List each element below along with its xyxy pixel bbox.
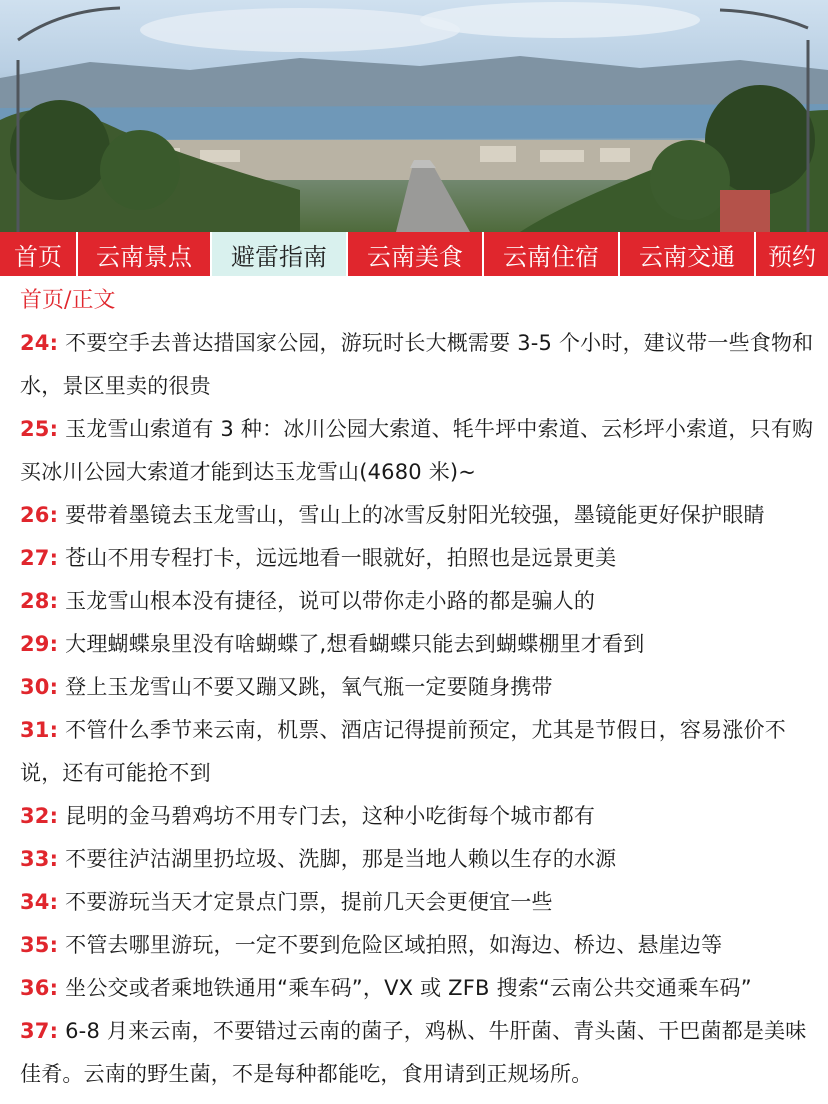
list-item <box>20 967 820 1010</box>
nav-lodging[interactable]: 云南住宿 <box>484 232 620 276</box>
tip-number: 25: <box>20 417 59 441</box>
breadcrumb-home[interactable]: 首页 <box>20 288 65 313</box>
tip-text: 昆明的金马碧鸡坊不用专门去，这种小吃街每个城市都有 <box>65 804 596 828</box>
tip-number: 34: <box>20 890 59 914</box>
list-item <box>20 881 820 924</box>
tip-number: 36: <box>20 976 59 1000</box>
breadcrumb <box>20 283 115 314</box>
tip-number: 33: <box>20 847 59 871</box>
tip-number: 27: <box>20 546 59 570</box>
list-item <box>20 709 820 795</box>
list-item <box>20 537 820 580</box>
tip-text: 登上玉龙雪山不要又蹦又跳，氧气瓶一定要随身携带 <box>65 675 553 699</box>
tip-number: 24: <box>20 331 59 355</box>
breadcrumb-current: 正文 <box>71 288 116 313</box>
tip-text: 玉龙雪山根本没有捷径，说可以带你走小路的都是骗人的 <box>65 589 596 613</box>
tip-text: 不管什么季节来云南，机票、酒店记得提前预定，尤其是节假日，容易涨价不说，还有可能抢不到 <box>20 718 786 785</box>
tip-number: 32: <box>20 804 59 828</box>
tip-text: 不管去哪里游玩，一定不要到危险区域拍照，如海边、桥边、悬崖边等 <box>65 933 723 957</box>
list-item <box>20 838 820 881</box>
list-item <box>20 1010 820 1096</box>
nav-food[interactable]: 云南美食 <box>348 232 484 276</box>
tip-number: 29: <box>20 632 59 656</box>
tip-text: 不要游玩当天才定景点门票，提前几天会更便宜一些 <box>65 890 553 914</box>
list-item <box>20 924 820 967</box>
tip-number: 30: <box>20 675 59 699</box>
tip-text: 大理蝴蝶泉里没有啥蝴蝶了,想看蝴蝶只能去到蝴蝶棚里才看到 <box>65 632 645 656</box>
hero-image <box>0 0 828 232</box>
tip-text: 不要往泸沽湖里扔垃圾、洗脚，那是当地人赖以生存的水源 <box>65 847 617 871</box>
nav-home[interactable]: 首页 <box>0 232 78 276</box>
list-item <box>20 580 820 623</box>
tip-number: 37: <box>20 1019 59 1043</box>
tip-text: 6-8 月来云南，不要错过云南的菌子，鸡枞、牛肝菌、青头菌、干巴菌都是美味佳肴。云南的野生菌，不是每种都能吃，食用请到正规场所。 <box>20 1019 807 1086</box>
tip-text: 不要空手去普达措国家公园，游玩时长大概需要 3-5 个小时，建议带一些食物和水，景区里卖的很贵 <box>20 331 814 398</box>
tip-number: 35: <box>20 933 59 957</box>
list-item <box>20 494 820 537</box>
tip-number: 26: <box>20 503 59 527</box>
list-item <box>20 408 820 494</box>
tip-text: 坐公交或者乘地铁通用“乘车码”，VX 或 ZFB 搜索“云南公共交通乘车码” <box>65 976 752 1000</box>
list-item <box>20 623 820 666</box>
nav-transport[interactable]: 云南交通 <box>620 232 756 276</box>
tip-number: 31: <box>20 718 59 742</box>
list-item <box>20 666 820 709</box>
tip-text: 玉龙雪山索道有 3 种：冰川公园大索道、牦牛坪中索道、云杉坪小索道，只有购买冰川公园大索道才能到达玉龙雪山(4680 米)~ <box>20 417 814 484</box>
tips-list <box>20 322 820 1096</box>
nav-attractions[interactable]: 云南景点 <box>78 232 212 276</box>
breadcrumb-separator: / <box>64 288 72 313</box>
tip-text: 要带着墨镜去玉龙雪山，雪山上的冰雪反射阳光较强，墨镜能更好保护眼睛 <box>65 503 765 527</box>
landscape-illustration <box>0 0 828 232</box>
nav-pitfall-guide[interactable]: 避雷指南 <box>212 232 348 276</box>
tip-number: 28: <box>20 589 59 613</box>
list-item <box>20 322 820 408</box>
list-item <box>20 795 820 838</box>
nav-bar <box>0 232 828 276</box>
nav-booking[interactable]: 预约 <box>768 242 816 271</box>
tip-text: 苍山不用专程打卡，远远地看一眼就好，拍照也是远景更美 <box>65 546 617 570</box>
